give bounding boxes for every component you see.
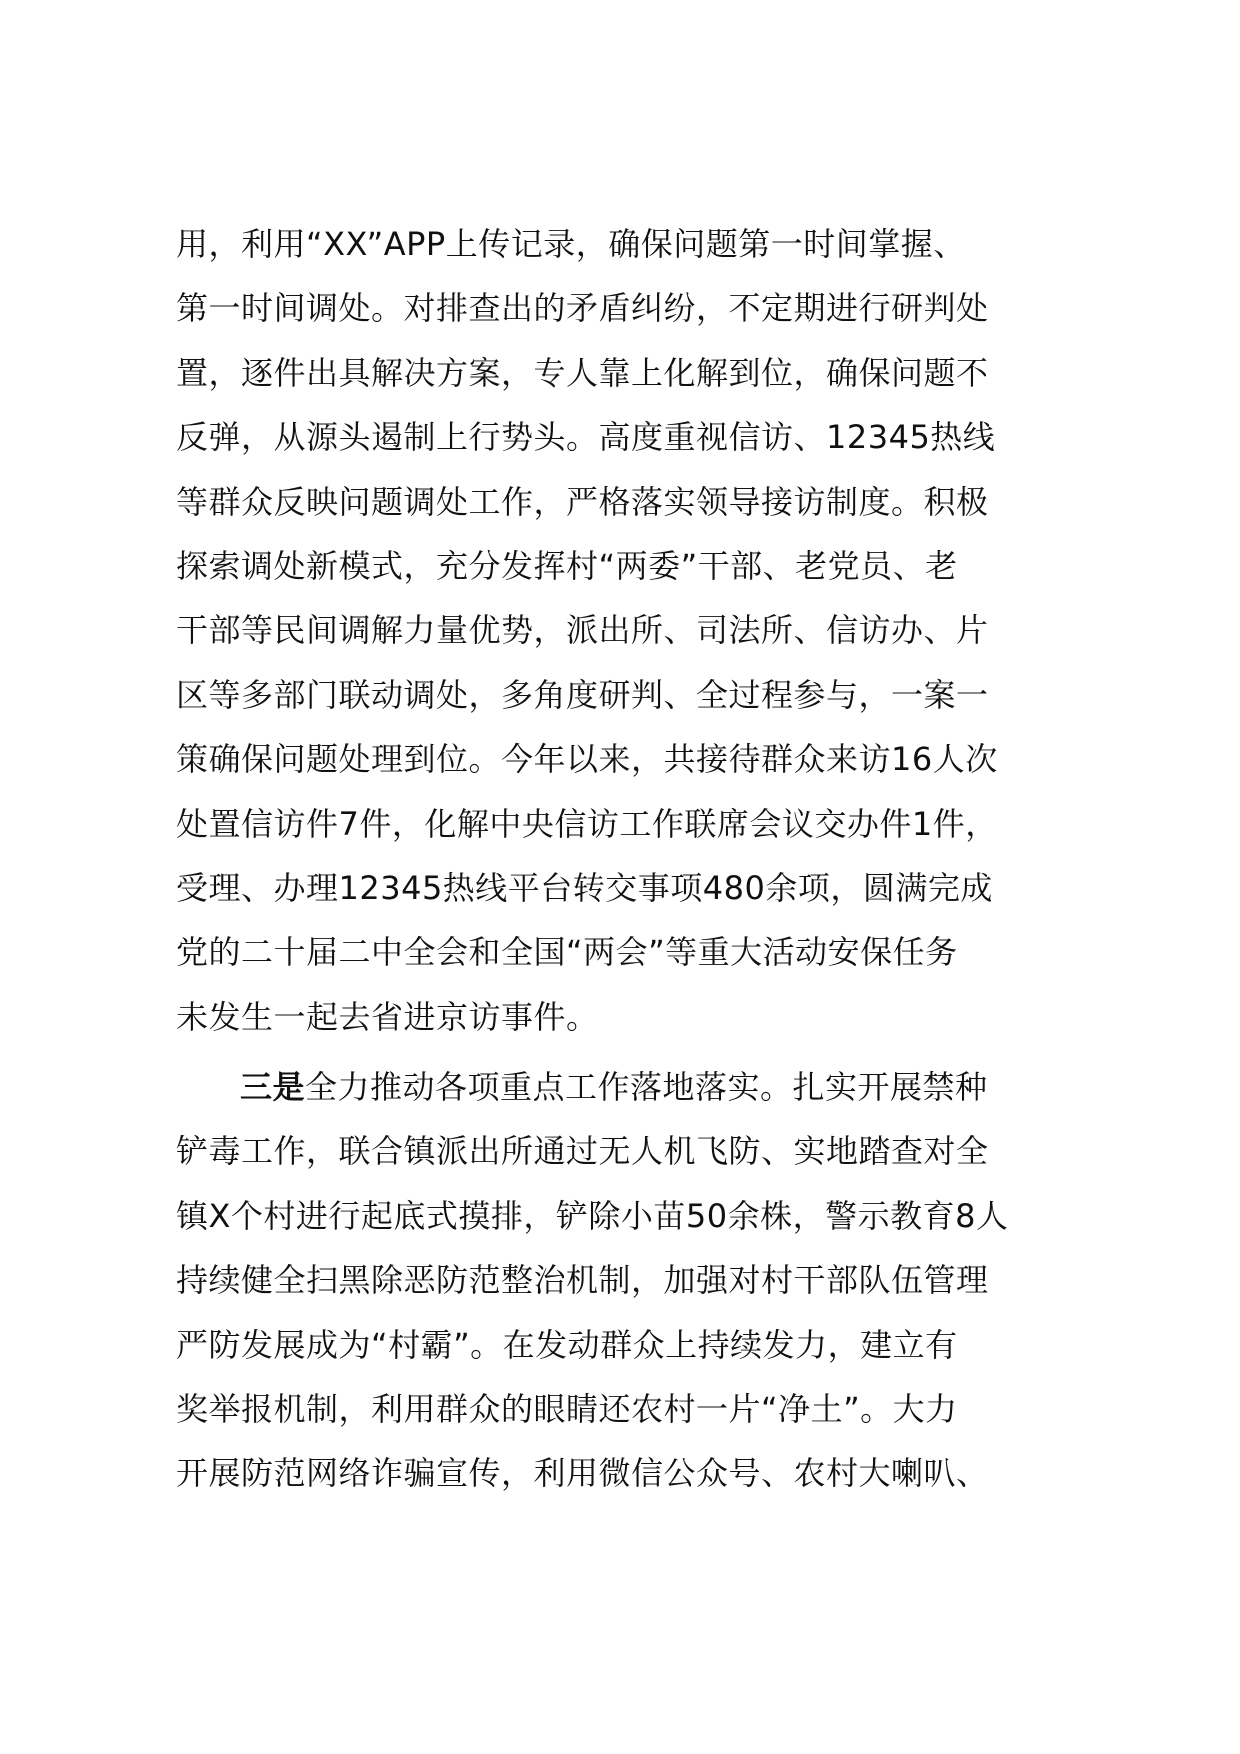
paragraph-lead: 三是 — [240, 1068, 306, 1107]
text-line: 党的二十届二中全会和全国“两会”等重大活动安保任务 — [176, 933, 958, 972]
text-line: 等群众反映问题调处工作，严格落实领导接访制度。积极 — [176, 482, 989, 521]
text-line: 受理、办理12345热线平台转交事项480余项，圆满完成 — [176, 868, 993, 907]
body-text — [176, 212, 1096, 1506]
text-line: 处置信访件7件，化解中央信访工作联席会议交办件1件， — [176, 804, 998, 843]
text-line: 开展防范网络诈骗宣传，利用微信公众号、农村大喇叭、 — [176, 1454, 989, 1493]
text-line: 未发生一起去省进京访事件。 — [176, 997, 599, 1036]
text-line: 反弹，从源头遏制上行势头。高度重视信访、12345热线 — [176, 418, 996, 457]
text-line: 第一时间调处。对排查出的矛盾纠纷，不定期进行研判处 — [176, 289, 989, 328]
text-line: 奖举报机制，利用群众的眼睛还农村一片“净土”。大力 — [176, 1390, 958, 1429]
text-line: 严防发展成为“村霸”。在发动群众上持续发力，建立有 — [176, 1325, 958, 1364]
text-line: 干部等民间调解力量优势，派出所、司法所、信访办、片 — [176, 611, 989, 650]
text-line: 探索调处新模式，充分发挥村“两委”干部、老党员、老 — [176, 546, 958, 585]
text-line: 镇X个村进行起底式摸排，铲除小苗50余株，警示教育8人 — [176, 1196, 1009, 1235]
text-line: 铲毒工作，联合镇派出所通过无人机飞防、实地踏查对全 — [176, 1132, 989, 1171]
text-line: 策确保问题处理到位。今年以来，共接待群众来访16人次 — [176, 740, 998, 779]
text-line-first — [176, 1055, 1096, 1119]
first-line-rest: 全力推动各项重点工作落地落实。扎实开展禁种 — [305, 1068, 988, 1107]
text-line: 持续健全扫黑除恶防范整治机制，加强对村干部队伍管理 — [176, 1261, 989, 1300]
text-line: 置，逐件出具解决方案，专人靠上化解到位，确保问题不 — [176, 353, 989, 392]
text-line: 用，利用“XX”APP上传记录，确保问题第一时间掌握、 — [176, 225, 966, 263]
paragraph-1 — [176, 212, 1096, 1049]
text-line: 区等多部门联动调处，多角度研判、全过程参与，一案一 — [176, 675, 989, 714]
paragraph-2 — [176, 1055, 1096, 1506]
